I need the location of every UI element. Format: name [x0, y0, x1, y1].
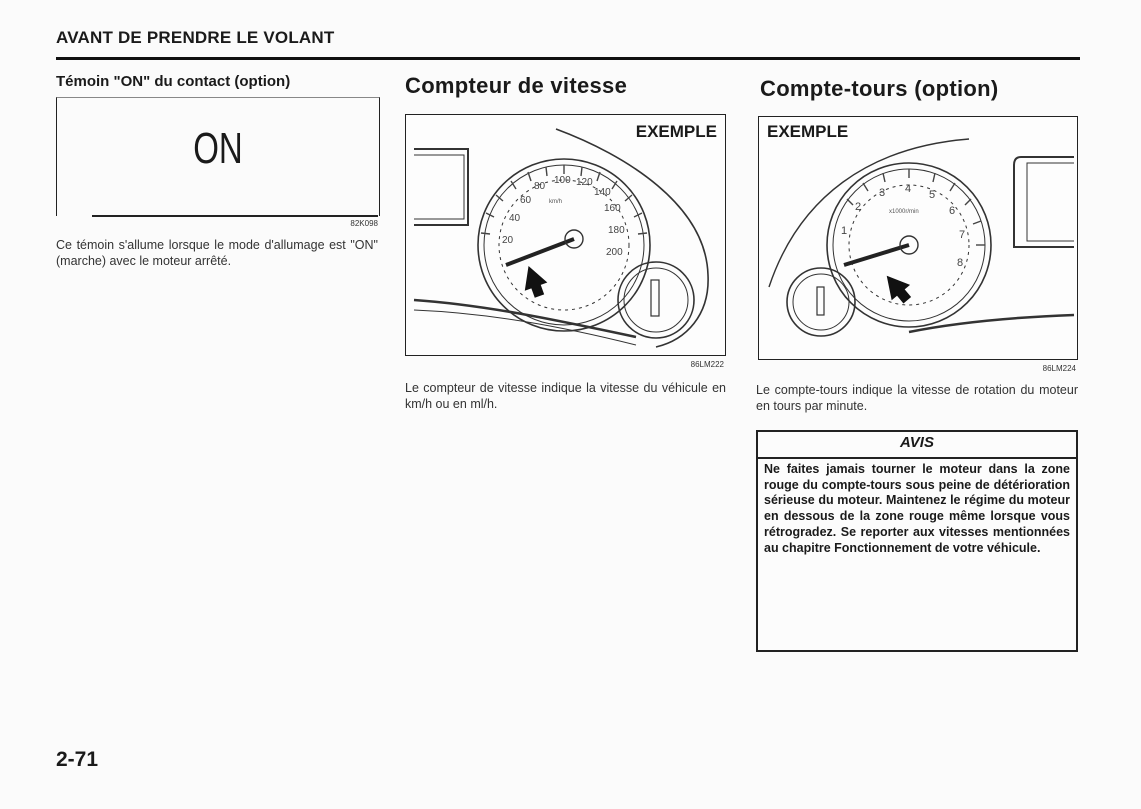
dial-number: 7: [959, 229, 966, 241]
header-rule: [56, 57, 1080, 60]
avis-notice-box: [756, 430, 1078, 652]
on-indicator-figure: [56, 97, 380, 216]
figure-code: 82K098: [350, 219, 378, 228]
dial-number: 120: [576, 177, 593, 188]
speedometer-figure: [405, 114, 726, 356]
figure-label: EXEMPLE: [635, 122, 717, 141]
dial-number: 20: [502, 235, 514, 246]
tachometer-illustration: [759, 117, 1076, 358]
section-title-speedometer: Compteur de vitesse: [405, 73, 628, 98]
dial-number: 1: [841, 225, 848, 237]
dial-number: 160: [604, 203, 621, 214]
figure-bottom-rule: [92, 215, 378, 217]
dial-number: 2: [855, 201, 862, 213]
section2-body: Le compteur de vitesse indique la vitesse du véhicule en km/h ou en ml/h.: [405, 381, 726, 411]
dial-number: 8: [957, 257, 964, 269]
figure-code: 86LM222: [690, 360, 724, 369]
dial-number: 80: [534, 181, 546, 192]
section3-body: Le compte-tours indique la vitesse de rotation du moteur en tours par minute.: [756, 383, 1078, 413]
dial-number: 180: [608, 225, 625, 236]
dial-number: 4: [905, 183, 912, 195]
speedometer-illustration: [406, 115, 724, 354]
avis-title: AVIS: [900, 434, 934, 451]
avis-text: Ne faites jamais tourner le moteur dans la zone rouge du compte-tours sous peine de détérioration sérieuse du moteur. Maintenez le régime du moteur en dessous de la zone rouge même lorsque vous rétrogradez. Se reporter aux vitesses mentionnées au chapitre Fonctionnement de votre véhicule.: [764, 462, 1070, 555]
on-indicator-text: ON: [193, 124, 243, 173]
avis-divider: [758, 457, 1076, 459]
dial-number: 3: [879, 187, 886, 199]
section-title-on-indicator: Témoin "ON" du contact (option): [56, 73, 291, 90]
dial-number: 140: [594, 187, 611, 198]
dial-unit: km/h: [549, 199, 563, 205]
dial-number: 60: [520, 195, 532, 206]
figure-label: EXEMPLE: [767, 122, 849, 141]
dial-number: 5: [929, 189, 936, 201]
page-header: AVANT DE PRENDRE LE VOLANT: [56, 28, 335, 47]
dial-number: 6: [949, 205, 956, 217]
dial-unit: x1000r/min: [889, 209, 919, 215]
section-title-tachometer: Compte-tours (option): [760, 76, 999, 101]
section1-body: Ce témoin s'allume lorsque le mode d'allumage est "ON" (marche) avec le moteur arrêté.: [56, 238, 378, 268]
figure-code: 86LM224: [1042, 364, 1076, 373]
dial-number: 40: [509, 213, 521, 224]
tachometer-figure: [758, 116, 1078, 360]
dial-number: 200: [606, 247, 623, 258]
dial-number: 100: [554, 175, 571, 186]
page-number: 2-71: [56, 748, 99, 771]
